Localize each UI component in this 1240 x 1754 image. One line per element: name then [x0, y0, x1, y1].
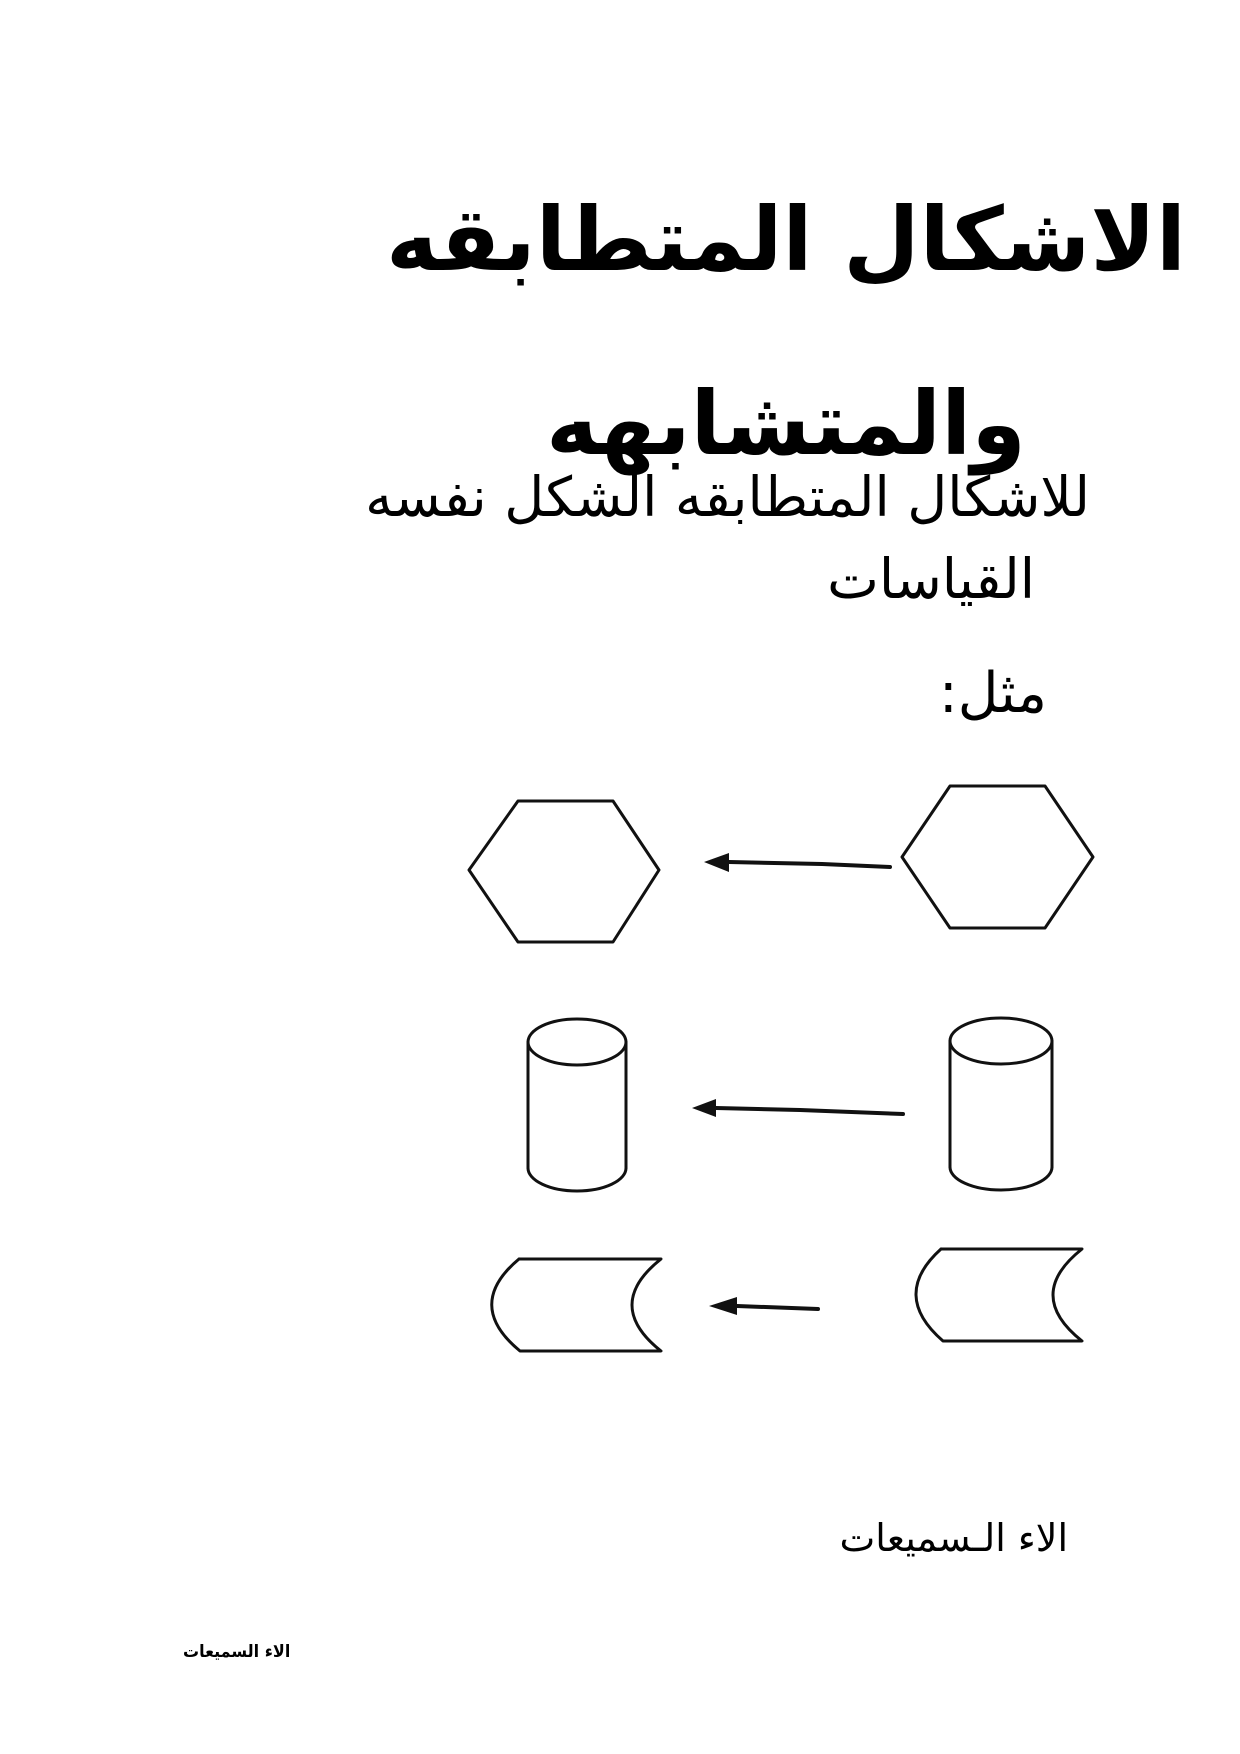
- hexagon-right-shape: [902, 786, 1093, 928]
- body-text-line1: للاشكال المتطابقه الشكل نفسه: [365, 465, 1090, 529]
- cylinder-left-shape: [528, 1019, 626, 1191]
- arrow-left-icon: [692, 1099, 903, 1117]
- curved-prism-right-shape: [916, 1249, 1082, 1341]
- author-name: الاء الـسميعات: [839, 1516, 1068, 1560]
- cylinder-right-shape: [950, 1018, 1052, 1190]
- body-text-line2: القياسات: [827, 547, 1035, 611]
- arrow-left-icon: [704, 853, 890, 872]
- curved-prism-pair: [492, 1249, 1082, 1351]
- hexagon-left-shape: [469, 801, 659, 942]
- hexagon-pair: [469, 786, 1093, 942]
- signature-text: الاء السميعات: [183, 1641, 291, 1662]
- arrow-left-icon: [709, 1297, 818, 1315]
- curved-prism-left-shape: [492, 1259, 661, 1351]
- example-label: مثل:: [938, 661, 1047, 726]
- page-title-line2: والمتشابهه: [546, 372, 1026, 475]
- page-title-line1: الاشكال المتطابقه: [385, 188, 1187, 291]
- cylinder-pair: [528, 1018, 1052, 1191]
